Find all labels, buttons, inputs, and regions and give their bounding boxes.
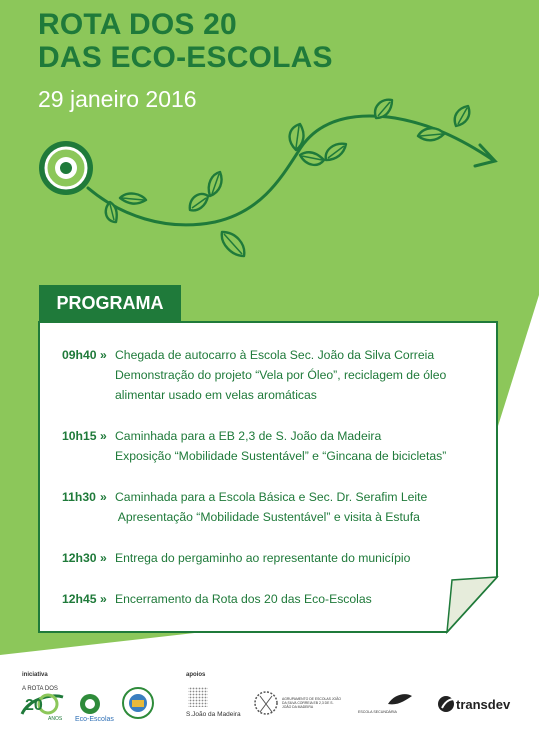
item-text: Chegada de autocarro à Escola Sec. João da Silva Correia xyxy=(115,348,435,362)
iniciativa-label: iniciativa xyxy=(22,672,48,678)
arrow-icon: » xyxy=(100,592,107,606)
item-text: Caminhada para a Escola Básica e Sec. Dr. Serafim Leite xyxy=(115,490,428,504)
schedule-item xyxy=(62,487,492,527)
title-line-2: DAS ECO-ESCOLAS xyxy=(38,41,333,74)
logo-sao-joao-madeira xyxy=(188,687,208,707)
schedule-item xyxy=(62,548,492,568)
logo-escola-secundaria xyxy=(388,694,412,704)
item-time: 10h15 xyxy=(62,429,97,443)
item-text: Demonstração do projeto “Vela por Óleo”, reciclagem de óleo xyxy=(115,368,447,382)
item-text: alimentar usado em velas aromáticas xyxy=(115,388,317,402)
event-date: 29 janeiro 2016 xyxy=(38,86,197,112)
logo-eco-escolas xyxy=(80,694,100,714)
item-time: 12h30 xyxy=(62,551,97,565)
page-title xyxy=(38,8,333,74)
logo-rota-sub: ANOS xyxy=(48,716,63,722)
target-circle-icon xyxy=(39,141,93,195)
logo-transdev-text: transdev xyxy=(456,697,511,712)
logo-transdev xyxy=(438,696,456,712)
schedule-item xyxy=(62,589,492,609)
schedule-item xyxy=(62,426,492,466)
arrow-icon: » xyxy=(100,429,107,443)
schedule-item xyxy=(62,345,492,405)
logo-rota-number: 20 xyxy=(25,697,43,714)
item-time: 12h45 xyxy=(62,592,97,606)
item-text: Caminhada para a EB 2,3 de S. João da Madeira xyxy=(115,429,382,443)
logo-sjm-text: S.João da Madeira xyxy=(186,711,241,718)
arrow-icon: » xyxy=(100,551,107,565)
logo-eco-text: Eco-Escolas xyxy=(75,716,114,723)
apoios-label: apoios xyxy=(186,672,206,678)
item-text: Entrega do pergaminho ao representante do município xyxy=(115,551,411,565)
item-text: Encerramento da Rota dos 20 das Eco-Escolas xyxy=(115,592,372,606)
schedule-list xyxy=(62,345,492,630)
logo-seal xyxy=(123,688,153,718)
programa-heading: PROGRAMA xyxy=(39,285,181,322)
logo-agrupamento xyxy=(255,692,277,714)
item-text: Exposição “Mobilidade Sustentável” e “Gincana de bicicletas” xyxy=(115,449,447,463)
item-time: 11h30 xyxy=(62,490,96,504)
arrow-icon: » xyxy=(100,490,107,504)
item-time: 09h40 xyxy=(62,348,97,362)
item-text: Apresentação “Mobilidade Sustentável” e visita à Estufa xyxy=(115,510,420,524)
arrow-icon: » xyxy=(100,348,107,362)
logo-escola-text: ESCOLA SECUNDÁRIA xyxy=(358,710,397,714)
title-line-1: ROTA DOS 20 xyxy=(38,8,237,41)
logo-agrupamento-text: AGRUPAMENTO DE ESCOLAS JOÃO DA SILVA CORREIA EB 2,3 DE S. JOÃO DA MADEIRA xyxy=(282,697,342,709)
logo-rota-text: A ROTA DOS xyxy=(22,686,58,692)
